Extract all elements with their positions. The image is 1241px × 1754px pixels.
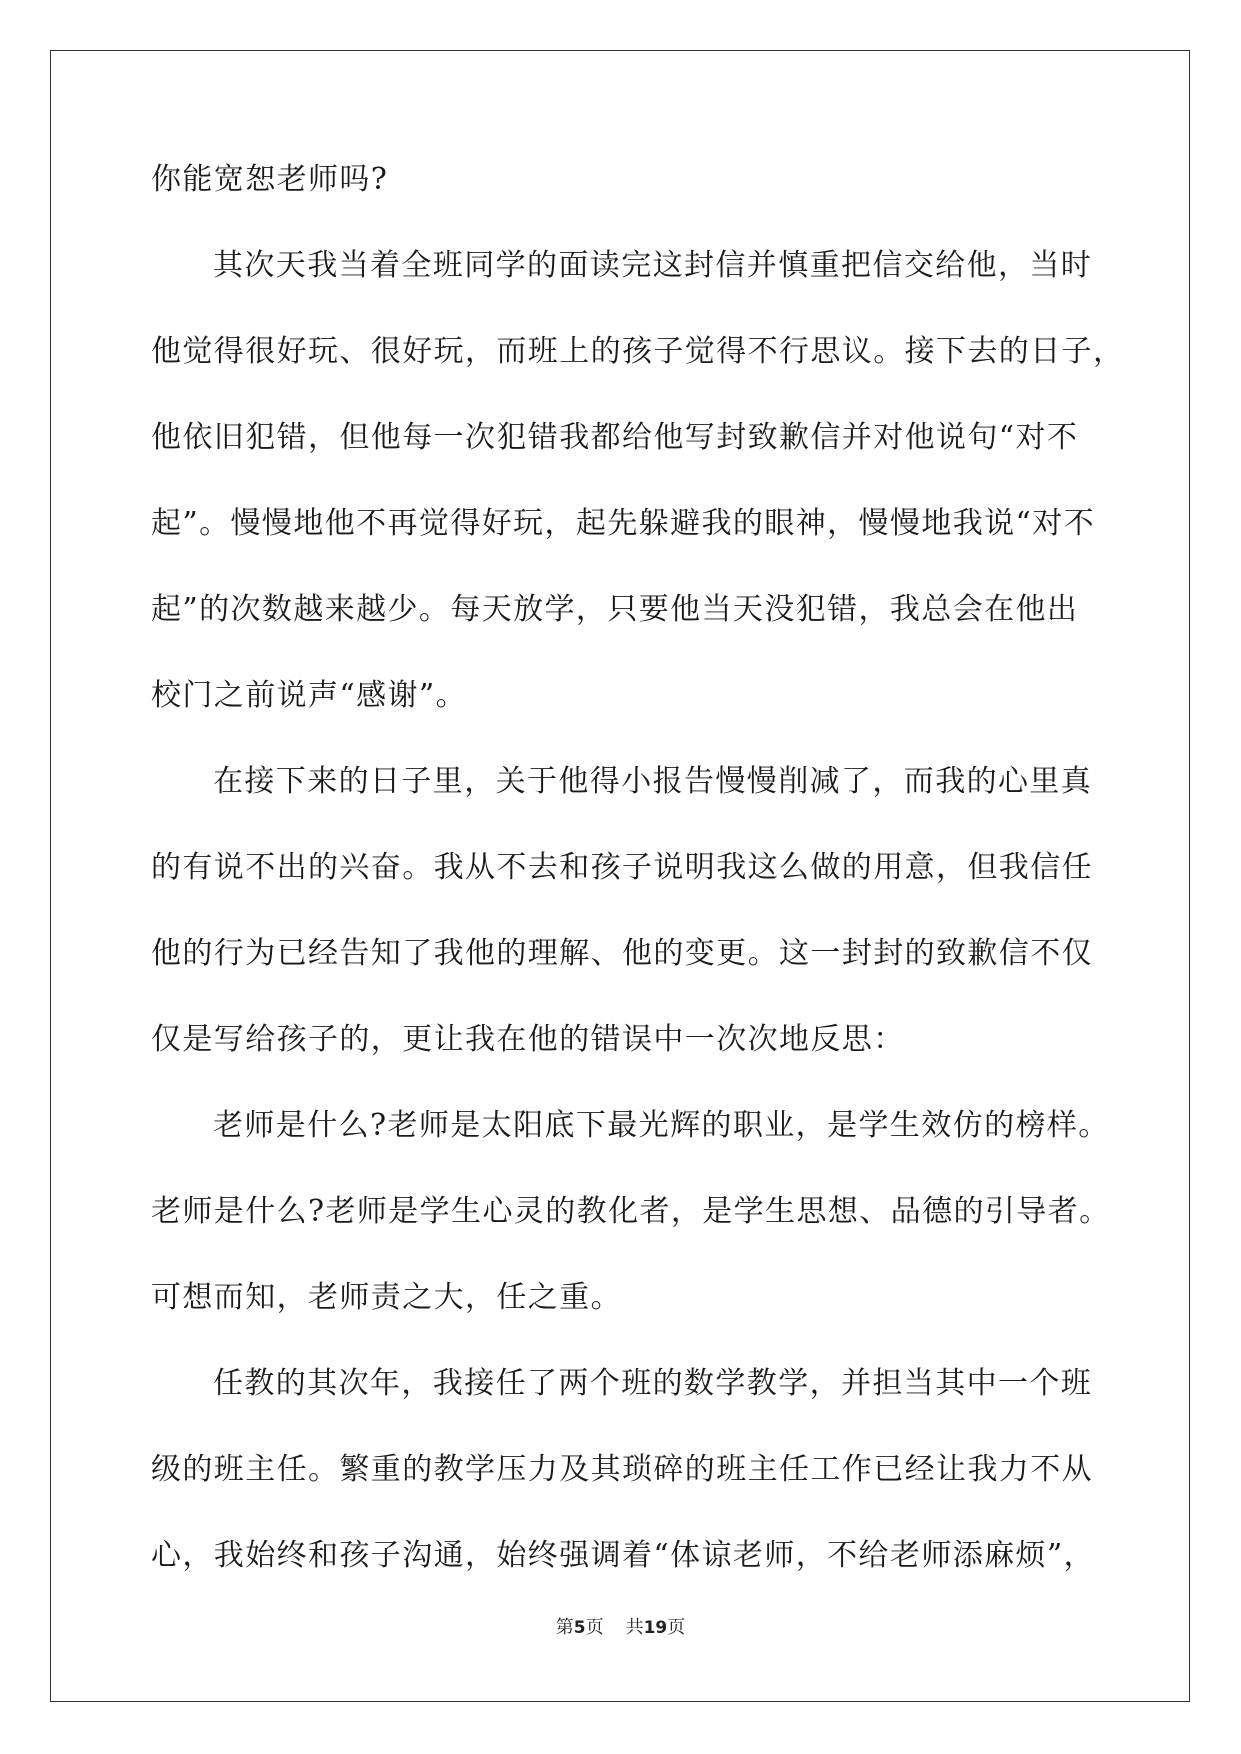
text-line: 他的行为已经告知了我他的理解、他的变更。这一封封的致歉信不仅 bbox=[151, 936, 1093, 971]
text-line: 他觉得很好玩、很好玩，而班上的孩子觉得不行思议。接下去的日子， bbox=[151, 334, 1125, 369]
text-line: 老师是什么?老师是太阳底下最光辉的职业，是学生效仿的榜样。 bbox=[213, 1108, 1110, 1143]
footer-total-suffix: 页 bbox=[667, 1617, 686, 1638]
footer-page-suffix: 页 bbox=[585, 1617, 604, 1638]
page-number: 5 bbox=[573, 1618, 586, 1638]
text-line: 任教的其次年，我接任了两个班的数学教学，并担当其中一个班 bbox=[213, 1366, 1093, 1401]
text-line: 起”的次数越来越少。每天放学，只要他当天没犯错，我总会在他出 bbox=[151, 592, 1079, 627]
text-line: 你能宽恕老师吗? bbox=[151, 162, 389, 197]
text-line: 老师是什么?老师是学生心灵的教化者，是学生思想、品德的引导者。 bbox=[151, 1194, 1111, 1229]
total-pages: 19 bbox=[643, 1618, 668, 1638]
text-line: 起”。慢慢地他不再觉得好玩，起先躲避我的眼神，慢慢地我说“对不 bbox=[151, 506, 1096, 541]
text-line: 的有说不出的兴奋。我从不去和孩子说明我这么做的用意，但我信任 bbox=[151, 850, 1093, 885]
text-line: 在接下来的日子里，关于他得小报告慢慢削减了，而我的心里真 bbox=[213, 764, 1093, 799]
page-footer bbox=[0, 1613, 1241, 1639]
text-line: 可想而知，老师责之大，任之重。 bbox=[151, 1280, 622, 1315]
footer-prefix: 第 bbox=[555, 1617, 574, 1638]
text-line: 级的班主任。繁重的教学压力及其琐碎的班主任工作已经让我力不从 bbox=[151, 1452, 1093, 1487]
text-line: 他依旧犯错，但他每一次犯错我都给他写封致歉信并对他说句“对不 bbox=[151, 420, 1079, 455]
document-body bbox=[151, 162, 1125, 1625]
footer-total-prefix: 共 bbox=[625, 1617, 644, 1638]
text-line: 校门之前说声“感谢”。 bbox=[151, 678, 468, 713]
text-line: 心，我始终和孩子沟通，始终强调着“体谅老师，不给老师添麻烦”， bbox=[151, 1538, 1096, 1573]
text-line: 仅是写给孩子的，更让我在他的错误中一次次地反思： bbox=[151, 1022, 905, 1057]
text-line: 其次天我当着全班同学的面读完这封信并慎重把信交给他，当时 bbox=[213, 248, 1093, 283]
